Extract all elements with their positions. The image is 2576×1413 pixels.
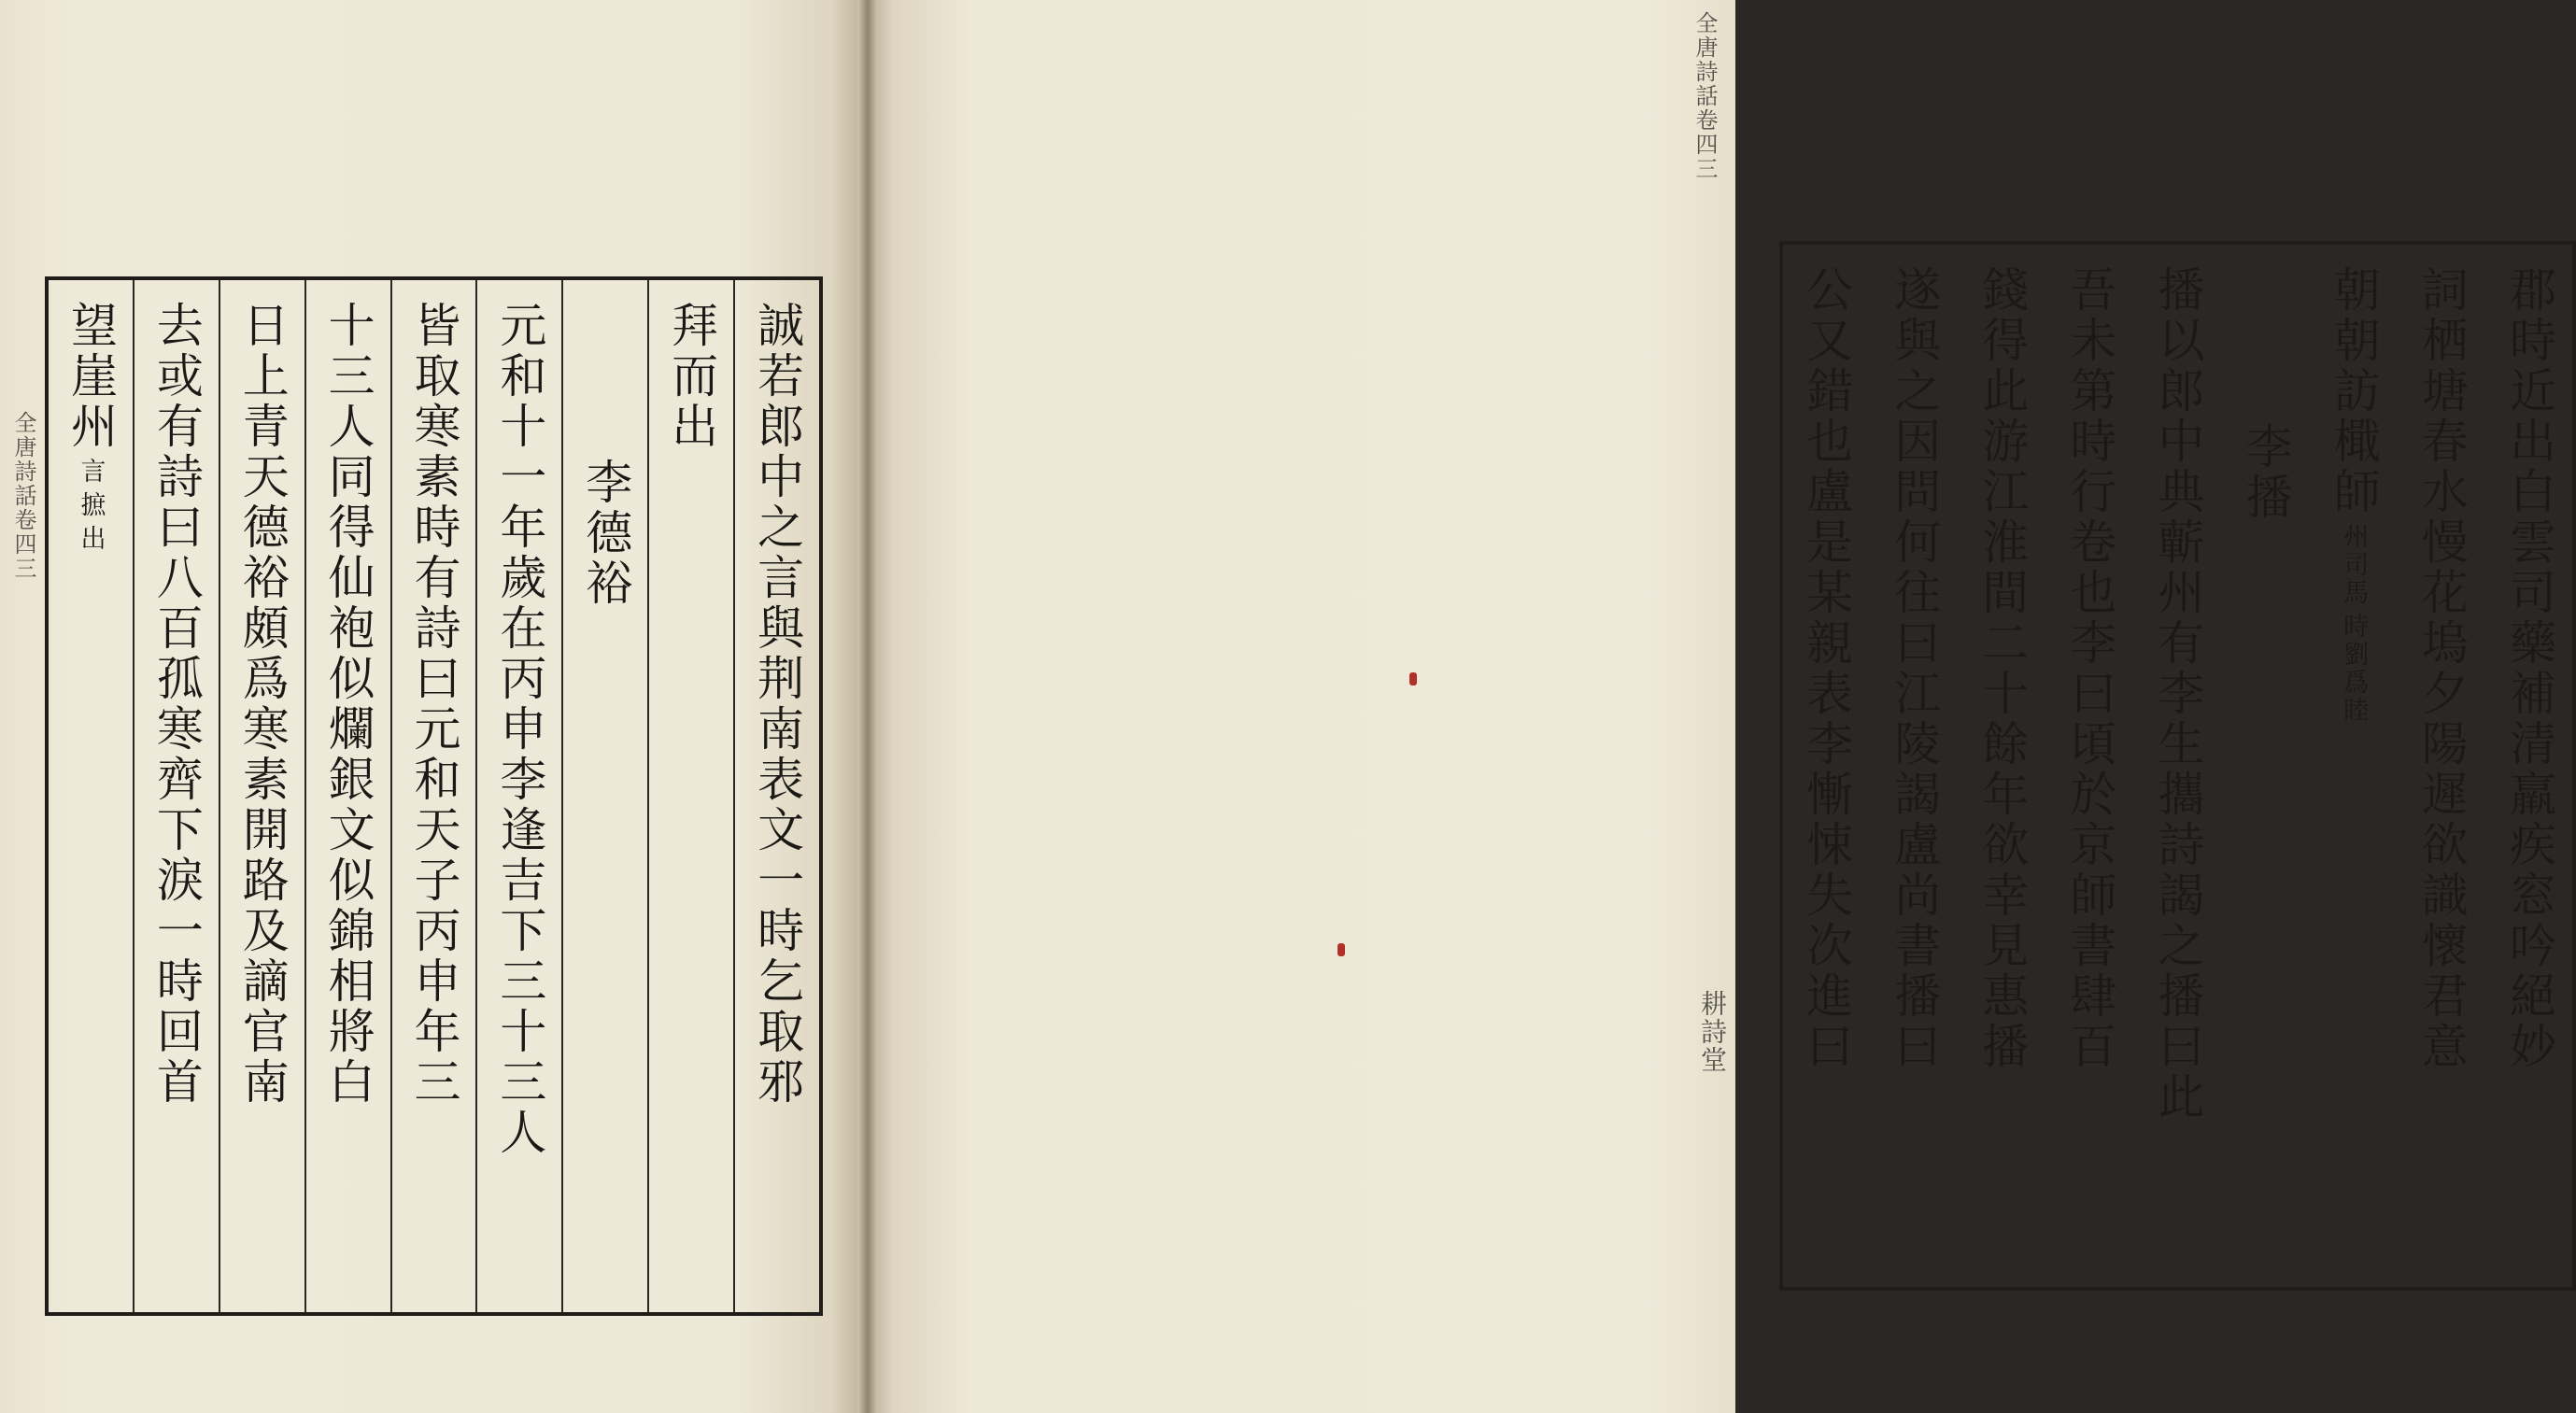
column-text: 播以郎中典蘄州有李生攜詩謁之播曰此 xyxy=(2150,265,2205,1123)
text-column xyxy=(2484,245,2572,1287)
note-line: 時劉爲睦 xyxy=(2339,613,2369,725)
column-text: 遂與之因問何往曰江陵謁盧尚書播曰 xyxy=(1887,265,1942,1072)
note-line: 摭 xyxy=(76,491,106,519)
text-column xyxy=(733,280,819,1312)
interlinear-note xyxy=(72,458,108,553)
text-column xyxy=(390,280,476,1312)
column-text: 吾未第時行卷也李曰頃於京師書肆百 xyxy=(2062,265,2117,1072)
column-text: 錢得此游江淮間二十餘年欲幸見惠播 xyxy=(1974,265,2030,1072)
note-line: 言 xyxy=(76,458,106,486)
column-text: 日上青天德裕頗爲寒素開路及謫官南 xyxy=(234,301,290,1108)
text-column xyxy=(561,280,647,1312)
section-heading: 李德裕 xyxy=(578,458,633,609)
column-text: 朝朝訪檝師 xyxy=(2326,265,2381,517)
left-margin-title: 全唐詩話卷四三 xyxy=(10,411,36,581)
text-column xyxy=(647,280,733,1312)
right-page xyxy=(867,0,2556,1413)
column-text: 公又錯也盧是某親表李慚悚失次進曰 xyxy=(1799,265,1854,1072)
right-margin-title: 全唐詩話卷四三 xyxy=(1691,11,1718,181)
left-page xyxy=(0,0,867,1413)
text-column xyxy=(2221,245,2309,1287)
book-gutter xyxy=(857,0,878,1413)
red-ink-mark xyxy=(1409,672,1417,685)
column-text: 拜而出 xyxy=(664,301,719,452)
column-text: 皆取寒素時有詩曰元和天子丙申年三 xyxy=(406,301,461,1108)
text-column xyxy=(2045,245,2132,1287)
text-column xyxy=(133,280,219,1312)
text-column xyxy=(2132,245,2220,1287)
text-column xyxy=(1869,245,1957,1287)
text-column xyxy=(219,280,304,1312)
column-text: 望崖州 xyxy=(63,301,118,452)
interlinear-note xyxy=(2335,523,2371,725)
column-text: 去或有詩曰八百孤寒齊下淚一時回首 xyxy=(149,301,204,1108)
note-line: 州司馬 xyxy=(2339,523,2369,607)
right-margin-publisher: 耕詩堂 xyxy=(1697,990,1728,1074)
text-column xyxy=(475,280,561,1312)
text-column xyxy=(1957,245,2045,1287)
column-text: 誠若郎中之言與荆南表文一時乞取邪 xyxy=(750,301,805,1108)
text-column xyxy=(1783,245,1869,1287)
right-text-frame xyxy=(1779,241,2576,1291)
column-text: 元和十一年歲在丙申李逢吉下三十三人 xyxy=(492,301,547,1158)
text-column xyxy=(2397,245,2484,1287)
text-column xyxy=(2309,245,2397,1287)
text-column xyxy=(304,280,390,1312)
red-ink-mark xyxy=(1338,943,1345,956)
column-text: 十三人同得仙袍似爛銀文似錦相將白 xyxy=(320,301,375,1108)
column-text: 詞栖塘春水慢花塢夕陽遲欲識懷君意 xyxy=(2413,265,2469,1072)
text-column xyxy=(49,280,133,1312)
note-line: 出 xyxy=(76,525,106,553)
section-heading: 李播 xyxy=(2238,422,2293,523)
column-text: 郡時近出白雲司藥補清羸疾窓吟絕妙 xyxy=(2501,265,2556,1072)
left-text-frame xyxy=(45,276,823,1316)
